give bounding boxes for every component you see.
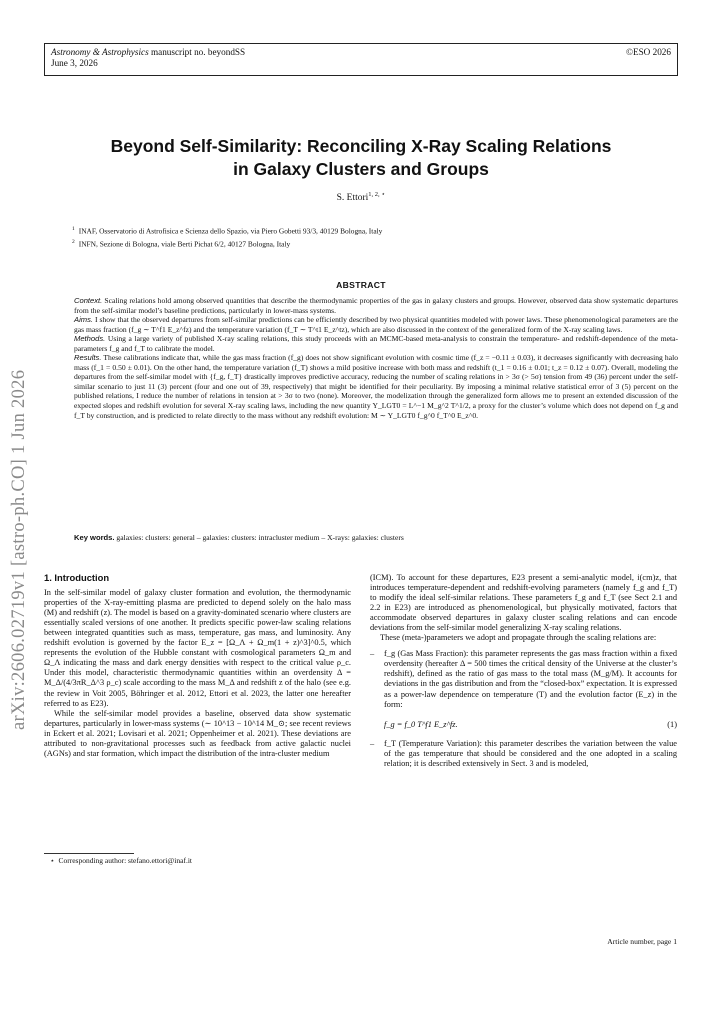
abstract-results: Results. These calibrations indicate that, while the gas mass fraction (f_g) does not show significant evolution with cosmic time (f_z = −0.11 ± 0.03), it decreases significantly with decreasing halo mass (f_1 = 0.50 ± 0.01). On the other hand, the temperature variation (f_T) shows a mild positive increase with both mass and redshift (t_1 = 0.16 ± 0.01; t_z = 0.12 ± 0.07). Overall, modeling the departures from the self-similar model with {f_g, f_T} drastically improves predictive accuracy, reducing the number of scaling relations in > 3σ (> 5σ) tension from 49 (36) percent under the self-similar scenario to just 11 (3) percent (four and one out of 39, respectively) that might be identified for their peculiarity. By imposing a minimal relative statistical error of 3 (5) percent on the published relations, I reduce the number of relations in tension at > 3σ to two (none). Moreover, the modelization through the generalized form allows me to present an extended discussion of the expected slopes and redshift evolution for several X-ray scaling laws, including the new quantity Y_LGT0 = L^−1 M_g^2 T^1/2, a proxy for the cluster’s volume which does not depend on f_g and f_T by construction, and is predicted to relate directly to the mass without any redshift evolution: M ∼ Y_LGT0 f_g^0 f_T^0 E_z^0. [74, 353, 678, 420]
arxiv-stamp: arXiv:2606.02719v1 [astro-ph.CO] 1 Jun 2026 [9, 369, 29, 730]
manuscript-header [44, 43, 678, 76]
list-item-fg: – f_g (Gas Mass Fraction): this parameter represents the gas mass fraction within a fixed overdensity (hereafter Δ = 500 times the critical density of the Universe at the cluster’s redshift), defined as the ratio of gas mass to the total mass (M_g/M). It accounts for deviations in the gas distribution and from the “closed-box” expectation. It is expressed as a power-law dependence on temperature (T) and the evolution factor (E_z) in the form: [370, 649, 677, 709]
right-column [370, 573, 677, 769]
footnote [50, 856, 192, 865]
list-dash: – [370, 738, 375, 748]
paper-title [44, 135, 678, 181]
keywords: Key words. galaxies: clusters: general – galaxies: clusters: intracluster medium – X-rays: galaxies: clusters [74, 533, 404, 542]
list-dash: – [370, 649, 375, 659]
author-name: S. Ettori [336, 193, 369, 204]
section-title: 1. Introduction [44, 572, 110, 583]
footnote-text: Corresponding author: stefano.ettori@inaf.it [58, 856, 192, 865]
affiliation-2: $^2$ INFN, Sezione di Bologna, viale Berti Pichat 6/2, 40127 Bologna, Italy [72, 238, 291, 249]
manuscript-date: June 3, 2026 [51, 58, 98, 68]
list-item-ft: – f_T (Temperature Variation): this parameter describes the variation between the value of the gas temperature that should be considered and the one adopted in a scaling relation; it is described extensively in Sect. 3 and is modeled, [370, 738, 677, 768]
footnote-rule [44, 853, 134, 854]
author-line [44, 190, 678, 203]
left-column [44, 573, 351, 759]
title-line-1: Beyond Self-Similarity: Reconciling X-Ray Scaling Relations [110, 136, 612, 156]
footnote-mark: ⋆ [50, 856, 55, 865]
page-footer: Article number, page 1 [607, 937, 677, 946]
author-marks: 1, 2, ⋆ [368, 191, 386, 198]
abstract-heading: ABSTRACT [336, 280, 386, 290]
abstract-body [74, 296, 678, 420]
copyright: ©ESO 2026 [625, 47, 671, 57]
equation-1 [384, 714, 677, 736]
intro-paragraph-4: These (meta-)parameters we adopt and propagate through the scaling relations are: [380, 633, 657, 643]
manuscript-id: manuscript no. beyondSS [148, 47, 246, 57]
affiliation-1: $^1$ INAF, Osservatorio di Astrofisica e Scienza dello Spazio, via Piero Gobetti 93/3, 40129 Bologna, Italy [72, 226, 383, 236]
intro-paragraph-3: (ICM). To account for these departures, E23 present a semi-analytic model, i(cm)z, that introduces temperature-dependent and redshift-evolving parameters (namely f_g and f_T) to modify the ideal self-similar relations. These parameters f_g and f_T (see Sect 2.1 and 2.2 in E23) are introduced as phenomenological, but physically motivated, factors that accommodate observed departures in galaxy cluster scaling relations and can encode deviations from the self-similar model generalizing X-ray scaling relations. [370, 573, 677, 633]
equation-body: f_g = f_0 T^f1 E_z^fz. [384, 719, 458, 729]
journal-name: Astronomy & Astrophysics [51, 47, 149, 57]
title-line-2: in Galaxy Clusters and Groups [233, 159, 489, 179]
affiliations [72, 224, 672, 250]
equation-number: (1) [667, 719, 677, 729]
intro-paragraph-1: In the self-similar model of galaxy cluster formation and evolution, the thermodynamic properties of the X-ray-emitting plasma are predicted to depend solely on the halo mass (M) and redshift (z). The model is based on a gravity-dominated scenario where clusters are essentially scaled versions of one another. It predicts specific power-law scaling relations between integrated quantities such as mass, temperature, gas mass, and luminosity. Any redshift evolution is governed by the factor E_z = [Ω_Λ + Ω_m(1 + z)^3]^0.5, which represents the evolution of the Hubble constant with cosmological parameters Ω_m and Ω_Λ indicating the mass and dark energy densities with respect to the critical value ρ_c. Under this model, characteristic thermodynamic quantities within an overdensity Δ = M_Δ/(4/3πR_Δ^3 ρ_c) scale according to the mass M_Δ and redshift z of the halo (see e.g. the review in Voit 2005, Böhringer et al. 2012, Ettori et al. 2023, the latter one hereafter referred to as E23). [44, 588, 351, 708]
abstract-aims: Aims. I show that the observed departures from self-similar predictions can be efficiently described by two physical quantities modeled with power laws. These phenomenological parameters are the gas mass fraction (f_g ∼ T^f1 E_z^fz) and the temperature variation (f_T ∼ T^t1 E_z^tz), which are also discussed in the context of the generalized form of the X-ray scaling laws. [74, 315, 678, 334]
intro-paragraph-2: While the self-similar model provides a baseline, observed data show systematic departures, particularly in lower-mass systems (∼ 10^13 − 10^14 M_⊙; see recent reviews in Eckert et al. 2021; Lovisari et al. 2021; Oppenheimer et al. 2021). These deviations are attributed to non-gravitational processes such as feedback from active galactic nuclei (AGNs) and star formation, which impact the distribution of the intra-cluster medium [44, 708, 351, 758]
abstract-methods: Methods. Using a large variety of published X-ray scaling relations, this study proceeds with an MCMC-based meta-analysis to constrain the temperature- and redshift-dependence of the meta-parameters f_g and f_T to calibrate the model. [74, 334, 678, 353]
abstract-context: Context. Scaling relations hold among observed quantities that describe the thermodynamic properties of the gas in galaxy clusters and groups. However, observed data show systematic departures from the self-similar model’s baseline predictions, particularly in lower-mass systems. [74, 296, 678, 315]
